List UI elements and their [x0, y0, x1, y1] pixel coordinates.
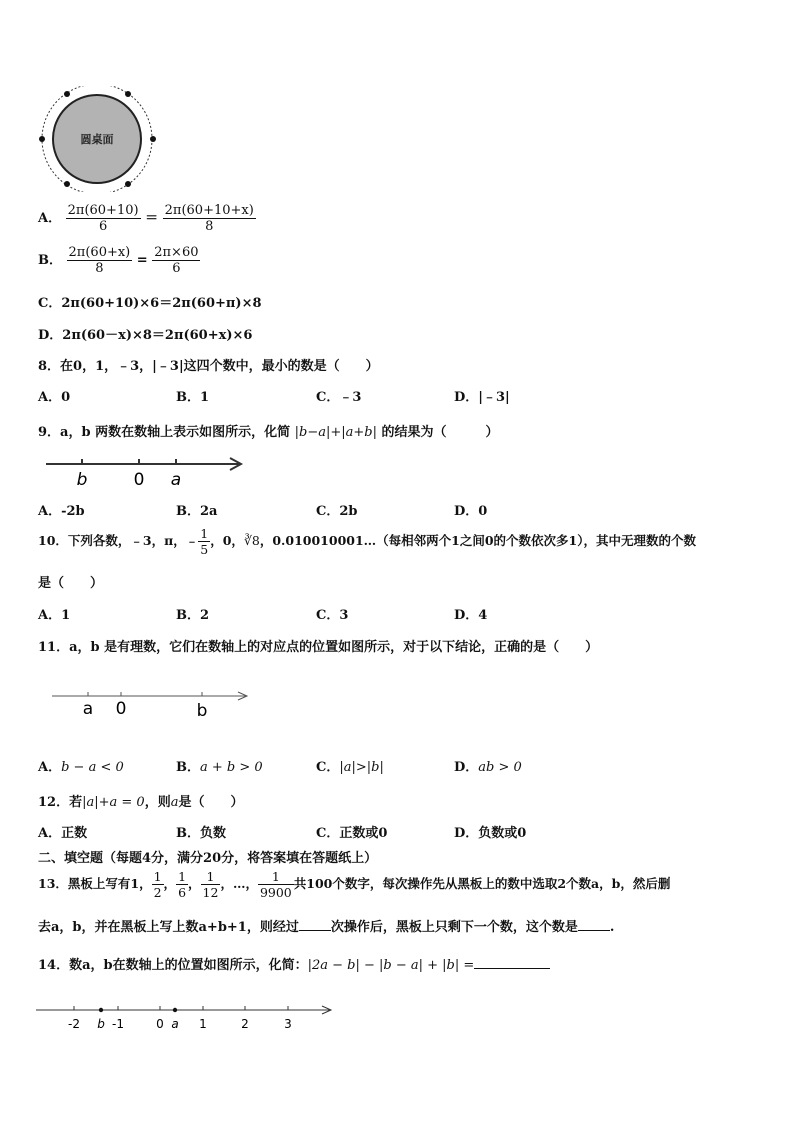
option-label: A．: [38, 211, 62, 226]
option-label: C．: [316, 760, 340, 775]
stem-text: 的结果为（ ）: [381, 425, 499, 440]
axis-label-a: a: [82, 699, 94, 719]
fraction-numerator: 1: [153, 869, 162, 884]
q8-stem: 8．在0，1，﹣3，|﹣3|这四个数中，最小的数是（ ）: [38, 359, 379, 374]
q14-stem: [38, 954, 550, 973]
fraction-denominator: 6: [172, 261, 181, 276]
stem-text: 10．下列各数，﹣3，π，﹣: [38, 533, 199, 548]
fraction-denominator: 8: [205, 219, 214, 234]
q10-stem-line2: 是（ ）: [38, 576, 104, 591]
fraction: [152, 869, 164, 900]
q11-number-line: [50, 688, 254, 722]
point-a: [173, 1008, 177, 1012]
axis-label: 3: [284, 1017, 292, 1031]
q13-stem-line2: [38, 916, 614, 935]
q11-option-c: [316, 756, 384, 775]
fraction-numerator: 1: [178, 869, 187, 884]
fraction: [152, 245, 200, 276]
answer-blank[interactable]: [578, 918, 610, 931]
fraction-denominator: 2: [153, 885, 162, 900]
q7-option-d: D．2π(60－x)×8＝2π(60+x)×6: [38, 328, 253, 343]
axis-label-a: a: [171, 1017, 179, 1031]
stem-text: 13．黑板上写有1，: [38, 876, 152, 891]
fraction-denominator: 6: [98, 219, 108, 234]
cube-root: ∛8: [243, 533, 260, 548]
q10-option-b: B．2: [176, 608, 210, 623]
q8-option-a: A．0: [38, 390, 71, 405]
fraction-denominator: 5: [200, 542, 209, 557]
fraction-denominator: 8: [95, 261, 104, 276]
q11-stem: 11．a，b 是有理数，它们在数轴上的对应点的位置如图所示，对于以下结论，正确的是（ ）: [38, 640, 599, 655]
q11-option-d: [454, 756, 522, 775]
stem-text: 共100个数字，每次操作先从黑板上的数中选取2个数a，b，然后删: [293, 876, 671, 891]
equals-sign: ＝: [145, 211, 159, 226]
fraction: [163, 203, 256, 234]
option-expression: |a|>|b|: [339, 760, 384, 775]
fraction-denominator: 9900: [259, 885, 292, 900]
q8-option-b: B．1: [176, 390, 210, 405]
fraction: [201, 869, 221, 900]
abs-expression: |a|+a = 0: [82, 795, 145, 810]
stem-text: ，0，: [210, 533, 244, 548]
option-label: D．: [454, 760, 479, 775]
answer-blank[interactable]: [299, 918, 331, 931]
q11-option-b: [176, 756, 263, 775]
q10-option-a: A．1: [38, 608, 71, 623]
fraction: [67, 245, 133, 276]
q11-option-a: [38, 756, 124, 775]
option-label: A．: [38, 760, 62, 775]
axis-label-b: b: [76, 470, 88, 490]
stem-text: ，0.010010001…（每相邻两个1之间0的个数依次多1），其中无理数的个数: [259, 533, 696, 548]
seat-dot: [125, 181, 131, 187]
fraction-denominator: 12: [202, 885, 219, 900]
q13-stem: 13．黑板上写有1， $\frac{1}{2}$ ， $\frac{1}{6}$ ， $\frac{1}{12}$ ，…， $\frac{1}{9900}$ 共100个数字，每次操作先从黑板上的数中选取2个数a，b，然后删: [38, 869, 671, 900]
axis-label: -2: [68, 1017, 80, 1031]
stem-text: ，则: [144, 795, 171, 810]
q7-option-a: [38, 203, 256, 234]
q9-option-c: C．2b: [316, 504, 358, 519]
axis-label-0: 0: [133, 470, 145, 490]
option-label: B．: [38, 253, 62, 268]
q9-number-line: [44, 454, 248, 490]
q14-number-line: [34, 1002, 338, 1036]
option-expression: b − a < 0: [61, 760, 124, 775]
axis-label: 1: [199, 1017, 207, 1031]
q8-option-d: D．|﹣3|: [454, 390, 510, 405]
q12-option-a: A．正数: [38, 826, 88, 841]
q9-option-a: A．-2b: [38, 504, 85, 519]
q9-option-b: B．2a: [176, 504, 218, 519]
q12-stem: [38, 791, 243, 810]
q10-option-c: C．3: [316, 608, 349, 623]
seat-dot: [125, 91, 131, 97]
stem-text: 14．数a，b在数轴上的位置如图所示，化简：: [38, 958, 308, 973]
fraction: [198, 526, 210, 557]
stem-text: ，…，: [220, 876, 258, 891]
option-expression: ab > 0: [478, 760, 522, 775]
fraction: [66, 203, 141, 234]
seat-dot: [64, 91, 70, 97]
q12-option-d: D．负数或0: [454, 826, 527, 841]
stem-text: 是（ ）: [178, 795, 244, 810]
fraction: [176, 869, 188, 900]
fraction-numerator: 1: [200, 526, 209, 541]
axis-label: -1: [112, 1017, 124, 1031]
fraction-numerator: 2π(60+10): [67, 203, 139, 218]
axis-label-0: 0: [115, 699, 127, 719]
q10-option-d: D．4: [454, 608, 488, 623]
seat-dot: [150, 136, 156, 142]
stem-text: 9．a，b 两数在数轴上表示如图所示，化简: [38, 425, 291, 440]
abs-expression: |2a − b| − |b − a| + |b| =: [307, 958, 475, 973]
fraction: [258, 869, 294, 900]
axis-label-b: b: [97, 1017, 105, 1031]
table-label: 圆桌面: [80, 133, 114, 146]
variable: a: [170, 795, 179, 810]
q12-option-c: C．正数或0: [316, 826, 388, 841]
fraction-numerator: 1: [258, 869, 294, 885]
fraction-numerator: 2π(60+x): [68, 245, 131, 260]
section-title: 二、填空题（每题4分，满分20分，将答案填在答题纸上）: [38, 851, 378, 866]
stem-text: 12．若: [38, 795, 83, 810]
q9-stem: [38, 421, 499, 440]
fraction-numerator: 1: [201, 869, 221, 885]
axis-label-b: b: [196, 701, 208, 721]
axis-label-a: a: [170, 470, 182, 490]
stem-text: 去a，b，并在黑板上写上数a+b+1，则经过: [38, 920, 299, 935]
fraction-numerator: 2π(60+10+x): [164, 203, 254, 218]
option-label: B．: [176, 760, 200, 775]
abs-expression: |b−a|+|a+b|: [294, 425, 377, 440]
equals-sign: =: [136, 253, 148, 268]
seat-dot: [39, 136, 45, 142]
point-b: [99, 1008, 103, 1012]
q10-stem: [38, 526, 696, 557]
option-expression: a + b > 0: [200, 760, 263, 775]
q12-option-b: B．负数: [176, 826, 226, 841]
q7-option-b: [38, 245, 200, 276]
q8-option-c: C．﹣3: [316, 390, 362, 405]
fraction-denominator: 6: [178, 885, 187, 900]
axis-label: 0: [156, 1017, 164, 1031]
q9-option-d: D．0: [454, 504, 488, 519]
stem-text: 次操作后，黑板上只剩下一个数，这个数是: [330, 920, 578, 935]
stem-text: .: [609, 920, 615, 935]
round-table-figure: [36, 86, 160, 192]
fraction-numerator: 2π×60: [154, 245, 199, 260]
seat-dot: [64, 181, 70, 187]
q7-option-c: C．2π(60+10)×6＝2π(60+π)×8: [38, 296, 262, 311]
axis-label: 2: [241, 1017, 249, 1031]
answer-blank[interactable]: [474, 956, 550, 969]
